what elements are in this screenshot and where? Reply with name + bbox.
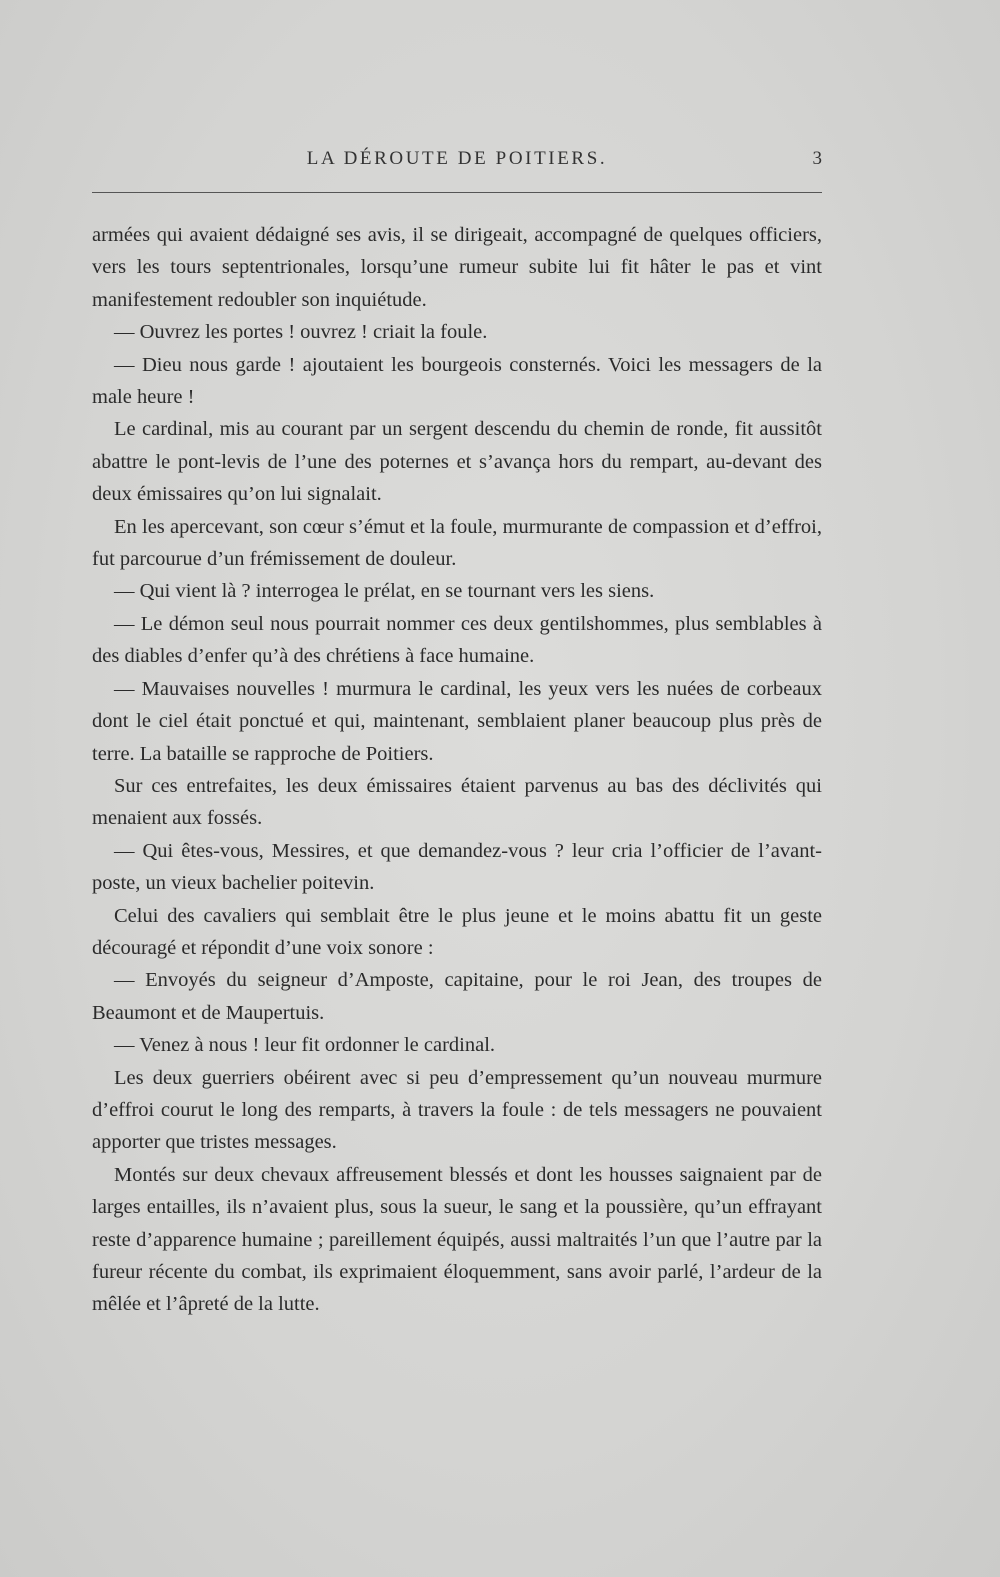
paragraph: — Envoyés du seigneur d’Amposte, capitaine, pour le roi Jean, des troupes de Beaumont et de Maupertuis. [92,969,822,1024]
paragraph: Sur ces entrefaites, les deux émissaires étaient parvenus au bas des déclivités qui menaient aux fossés. [92,774,822,830]
paragraph: Le cardinal, mis au courant par un sergent descendu du chemin de ronde, fit aussitôt abattre le pont-levis de l’une des poternes et s’avança hors du rempart, au-devant des deux émissaires qu’on lui signalait. [92,418,822,506]
paragraph: — Qui êtes-vous, Messires, et que demandez-vous ? leur cria l’officier de l’avant-poste, un vieux bachelier poitevin. [92,839,822,895]
paragraph: — Venez à nous ! leur fit ordonner le cardinal. [114,1034,496,1057]
paragraph: — Dieu nous garde ! ajoutaient les bourgeois consternés. Voici les messagers de la male heure ! [92,353,822,409]
paragraph: Les deux guerriers obéirent avec si peu d’empressement qu’un nouveau murmure d’effroi courut le long des remparts, à travers la foule : de tels messagers ne pouvaient apporter que tristes messages. [92,1066,822,1154]
header-rule [92,192,822,193]
paragraph: — Ouvrez les portes ! ouvrez ! criait la foule. [114,321,488,344]
paragraph: En les apercevant, son cœur s’émut et la foule, murmurante de compassion et d’effroi, fut parcourue d’un frémissement de douleur. [92,515,822,571]
paragraph: — Le démon seul nous pourrait nommer ces deux gentilshommes, plus semblables à des diables d’enfer qu’à des chrétiens à face humaine. [92,612,822,668]
running-head [92,148,822,178]
paragraph: Montés sur deux chevaux affreusement blessés et dont les housses saignaient par de larges entailles, ils n’avaient plus, sous la sueur, le sang et la poussière, qu’un effrayant reste d’apparence humaine ; pareillement équipés, aussi maltraités l’un que l’autre par la fureur récente du combat, ils exprimaient éloquemment, sans avoir parlé, l’ardeur de la mêlée et l’âpreté de la lutte. [92,1163,822,1316]
paragraph: — Qui vient là ? interrogea le prélat, en se tournant vers les siens. [114,580,655,603]
paragraph: — Mauvaises nouvelles ! murmura le cardinal, les yeux vers les nuées de corbeaux dont le ciel était ponctué et qui, maintenant, semblaient planer beaucoup plus près de terre. La bataille se rapproche de Poitiers. [92,677,822,765]
page-number: 3 [812,148,822,169]
paragraph: armées qui avaient dédaigné ses avis, il se dirigeait, accompagné de quelques officiers, vers les tours septentrionales, lorsqu’une rumeur subite lui fit hâter le pas et vint manifestement redoubler son inquiétude. [92,224,822,311]
paragraph: Celui des cavaliers qui semblait être le plus jeune et le moins abattu fit un geste découragé et répondit d’une voix sonore : [92,904,822,959]
body-text [92,219,822,1321]
running-title: LA DÉROUTE DE POITIERS. [306,148,608,169]
